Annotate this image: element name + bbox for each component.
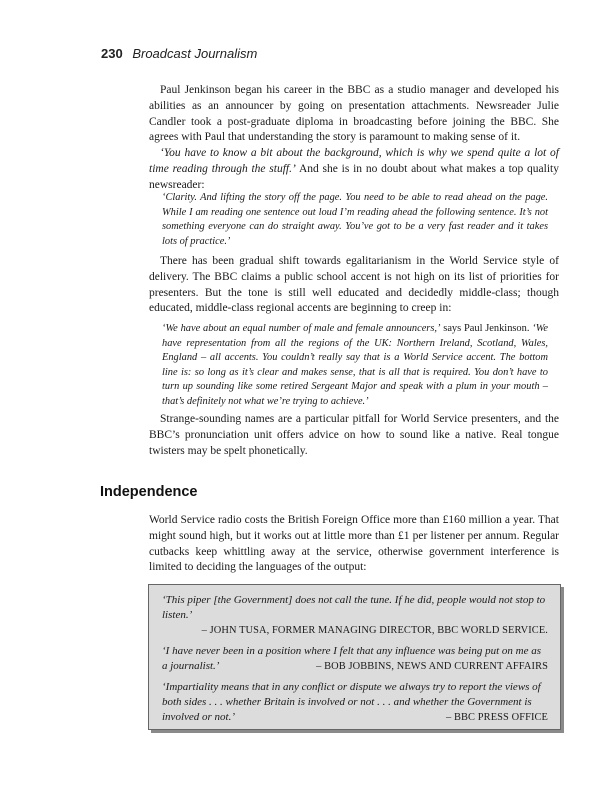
candler-quote: ‘You have to know a bit about the background, which is why we spend quite a lot of time reading through the stuff.’ xyxy=(149,147,559,175)
box-quote-text: ‘This piper [the Government] does not call the tune. If he did, people would not stop to listen.’ xyxy=(162,594,546,621)
section-heading: Independence xyxy=(100,484,198,500)
intro-paragraphs xyxy=(149,83,559,194)
box-quote-tusa xyxy=(162,593,548,638)
accents-quote-b: ‘We have representation from all the regions of the UK: Northern Ireland, Scotland, Wales, England – all accents. You couldn’t really say that is a World Service accent. The bottom line is: so long as it’s clear and makes sense, that is all that is required. You don’t have to turn up sounding like some retired Sergeant Major and speak with a plum in your mouth – that’s definitely not what we’re trying to achieve.’ xyxy=(162,323,549,407)
candler-rest: And she is in no doubt about what makes a top quality newsreader: xyxy=(149,162,559,191)
names-paragraph xyxy=(149,412,559,459)
box-attribution: – BOB JOBBINS, NEWS AND CURRENT AFFAIRS xyxy=(316,661,548,672)
quotes-box xyxy=(148,584,561,730)
paragraph-egalitarianism: There has been gradual shift towards egalitarianism in the World Service style of delivery. The BBC claims a public school accent is not high on its list of priorities for presenters. But the tone is still well educated and decidedly middle-class; though educated, middle-class regional accents are beginning to creep in: xyxy=(149,255,559,315)
accents-says: says Paul Jenkinson. xyxy=(440,323,533,334)
box-quote-text: ‘Impartiality means that in any conflict or dispute we always try to report the views of both sides . . . whether Britain is involved or not . . . and whether the Government is involved or not.’ xyxy=(162,681,541,723)
box-attribution: – JOHN TUSA, FORMER MANAGING DIRECTOR, BBC WORLD SERVICE. xyxy=(201,625,548,636)
paragraph-jenkinson: Paul Jenkinson began his career in the BBC as a studio manager and developed his abilities as an announcer by going on presentation attachments. Newsreader Julie Candler took a post-graduate diploma in broadcasting before joining the BBC. She agrees with Paul that understanding the story is paramount to making sense of it. xyxy=(149,84,559,144)
box-quote-jobbins xyxy=(162,644,548,674)
accents-quote-a: ‘We have about an equal number of male and female announcers,’ xyxy=(162,323,441,334)
paragraph-names: Strange-sounding names are a particular pitfall for World Service presenters, and the BBC’s pronunciation unit offers advice on how to sound like a native. Real tongue twisters may be spelt phonetically. xyxy=(149,413,559,457)
box-attribution: – BBC PRESS OFFICE xyxy=(446,712,548,723)
box-quote-text: ‘I have never been in a position where I felt that any influence was being put on me as a journalist.’ xyxy=(162,645,542,672)
egalitarianism-paragraph xyxy=(149,254,559,317)
block-quote-accents xyxy=(162,322,548,410)
page-number: 230 xyxy=(101,46,123,61)
box-quote-press-office xyxy=(162,680,548,725)
paragraph-candler xyxy=(149,146,559,193)
book-title: Broadcast Journalism xyxy=(132,46,258,61)
running-head xyxy=(101,46,257,61)
block-quote-clarity: ‘Clarity. And lifting the story off the page. You need to be able to read ahead on the page. While I am reading one sentence out loud I’m reading ahead the following sentence. It’s not something everyone can do straight away. You’ve got to be a very fast reader and it takes lots of practice.’ xyxy=(162,192,548,247)
paragraph-independence: World Service radio costs the British Foreign Office more than £160 million a year. That might sound high, but it works out at little more than £1 per listener per annum. Regular cutbacks keep whittling away at the service, otherwise government interference is limited to deciding the languages of the output: xyxy=(149,514,559,574)
independence-paragraph xyxy=(149,513,559,576)
